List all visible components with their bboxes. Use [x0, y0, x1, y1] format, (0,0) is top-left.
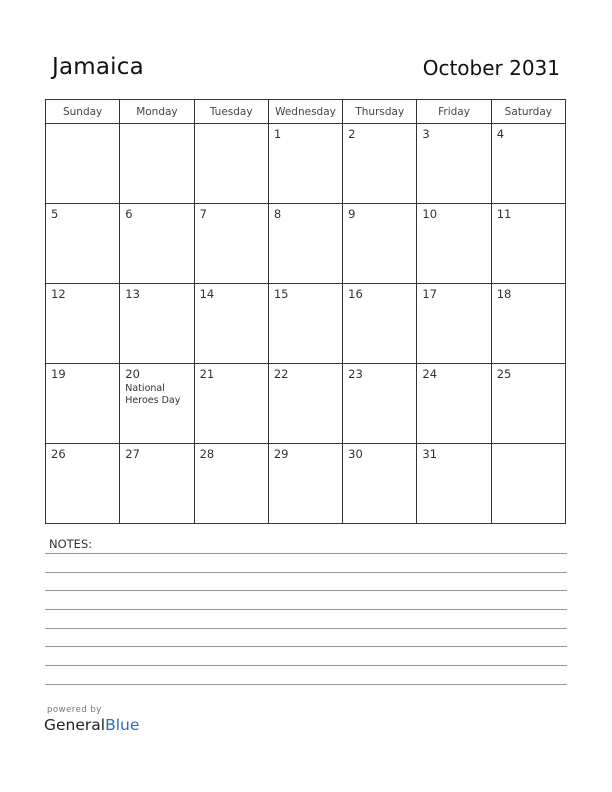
- day-number: 21: [199, 367, 215, 381]
- day-number: 7: [199, 207, 207, 221]
- day-number: 2: [348, 127, 356, 141]
- weekday-wednesday: Wednesday: [268, 100, 342, 124]
- brand-blue: Blue: [105, 716, 140, 734]
- day-cell: [194, 364, 268, 444]
- day-cell: [491, 284, 565, 364]
- day-number: 24: [422, 367, 438, 381]
- day-number: 19: [51, 367, 66, 381]
- day-cell: [46, 364, 120, 444]
- weekday-thursday: Thursday: [343, 100, 417, 124]
- day-cell: [120, 284, 194, 364]
- day-cell: [194, 284, 268, 364]
- week-row: [46, 204, 566, 284]
- note-line: [45, 665, 567, 666]
- day-cell: [417, 204, 491, 284]
- note-line: [45, 646, 567, 647]
- powered-by-text: powered by: [47, 705, 102, 715]
- day-cell-holiday: [120, 364, 194, 444]
- day-number: 9: [348, 207, 356, 221]
- note-line: [45, 684, 567, 685]
- day-cell: [194, 444, 268, 524]
- weekday-saturday: Saturday: [491, 100, 565, 124]
- day-number: 14: [199, 287, 215, 301]
- week-row: [46, 284, 566, 364]
- day-number: 5: [51, 207, 59, 221]
- day-cell: [268, 204, 342, 284]
- day-number: 31: [422, 447, 438, 461]
- day-cell: [120, 444, 194, 524]
- week-row: [46, 364, 566, 444]
- day-cell: [46, 444, 120, 524]
- day-number: 12: [51, 287, 66, 301]
- day-cell: [417, 364, 491, 444]
- note-line: [45, 609, 567, 610]
- brand-general: General: [44, 716, 106, 734]
- brand-logo: [44, 716, 139, 734]
- weekday-tuesday: Tuesday: [194, 100, 268, 124]
- day-cell: [268, 444, 342, 524]
- day-number: 28: [199, 447, 215, 461]
- day-cell: [46, 124, 120, 204]
- day-number: 26: [51, 447, 66, 461]
- day-number: 6: [125, 207, 133, 221]
- weekday-header-row: [46, 100, 566, 124]
- day-number: 30: [348, 447, 363, 461]
- weekday-monday: Monday: [120, 100, 194, 124]
- day-number: 3: [422, 127, 430, 141]
- day-number: 20: [125, 367, 140, 381]
- note-line: [45, 628, 567, 629]
- day-cell: [120, 124, 194, 204]
- day-number: 22: [273, 367, 289, 381]
- day-number: 11: [496, 207, 512, 221]
- day-number: 18: [496, 287, 512, 301]
- day-cell: [120, 204, 194, 284]
- day-cell: [417, 284, 491, 364]
- note-line: [45, 553, 567, 554]
- weekday-friday: Friday: [417, 100, 491, 124]
- day-number: 1: [273, 127, 282, 141]
- day-cell: [343, 364, 417, 444]
- day-cell: [343, 444, 417, 524]
- day-cell: [417, 124, 491, 204]
- day-cell: [417, 444, 491, 524]
- day-cell: [491, 204, 565, 284]
- note-line: [45, 590, 567, 591]
- day-cell: [194, 124, 268, 204]
- day-number: 15: [273, 287, 289, 301]
- day-cell: [194, 204, 268, 284]
- day-number: 4: [496, 127, 505, 141]
- day-number: 10: [422, 207, 438, 221]
- day-number: 27: [125, 447, 140, 461]
- calendar-grid: [45, 99, 566, 524]
- day-number: 8: [273, 207, 282, 221]
- week-row: [46, 124, 566, 204]
- day-cell: [343, 284, 417, 364]
- day-cell: [46, 204, 120, 284]
- day-cell: [491, 124, 565, 204]
- day-cell: [491, 364, 565, 444]
- weekday-sunday: Sunday: [46, 100, 120, 124]
- day-cell: [46, 284, 120, 364]
- day-number: 16: [348, 287, 363, 301]
- day-number: 23: [348, 367, 363, 381]
- day-number: 17: [422, 287, 438, 301]
- day-number: 25: [496, 367, 512, 381]
- country-title: Jamaica: [52, 54, 144, 80]
- day-cell: [343, 124, 417, 204]
- day-cell: [268, 124, 342, 204]
- day-number: 29: [273, 447, 289, 461]
- day-cell: [268, 364, 342, 444]
- holiday-label: National Heroes Day: [125, 383, 181, 406]
- note-line: [45, 572, 567, 573]
- day-cell: [343, 204, 417, 284]
- month-year-title: October 2031: [422, 56, 560, 80]
- week-row: [46, 444, 566, 524]
- notes-label: NOTES:: [49, 537, 93, 551]
- day-cell: [268, 284, 342, 364]
- day-number: 13: [125, 287, 140, 301]
- day-cell: [491, 444, 565, 524]
